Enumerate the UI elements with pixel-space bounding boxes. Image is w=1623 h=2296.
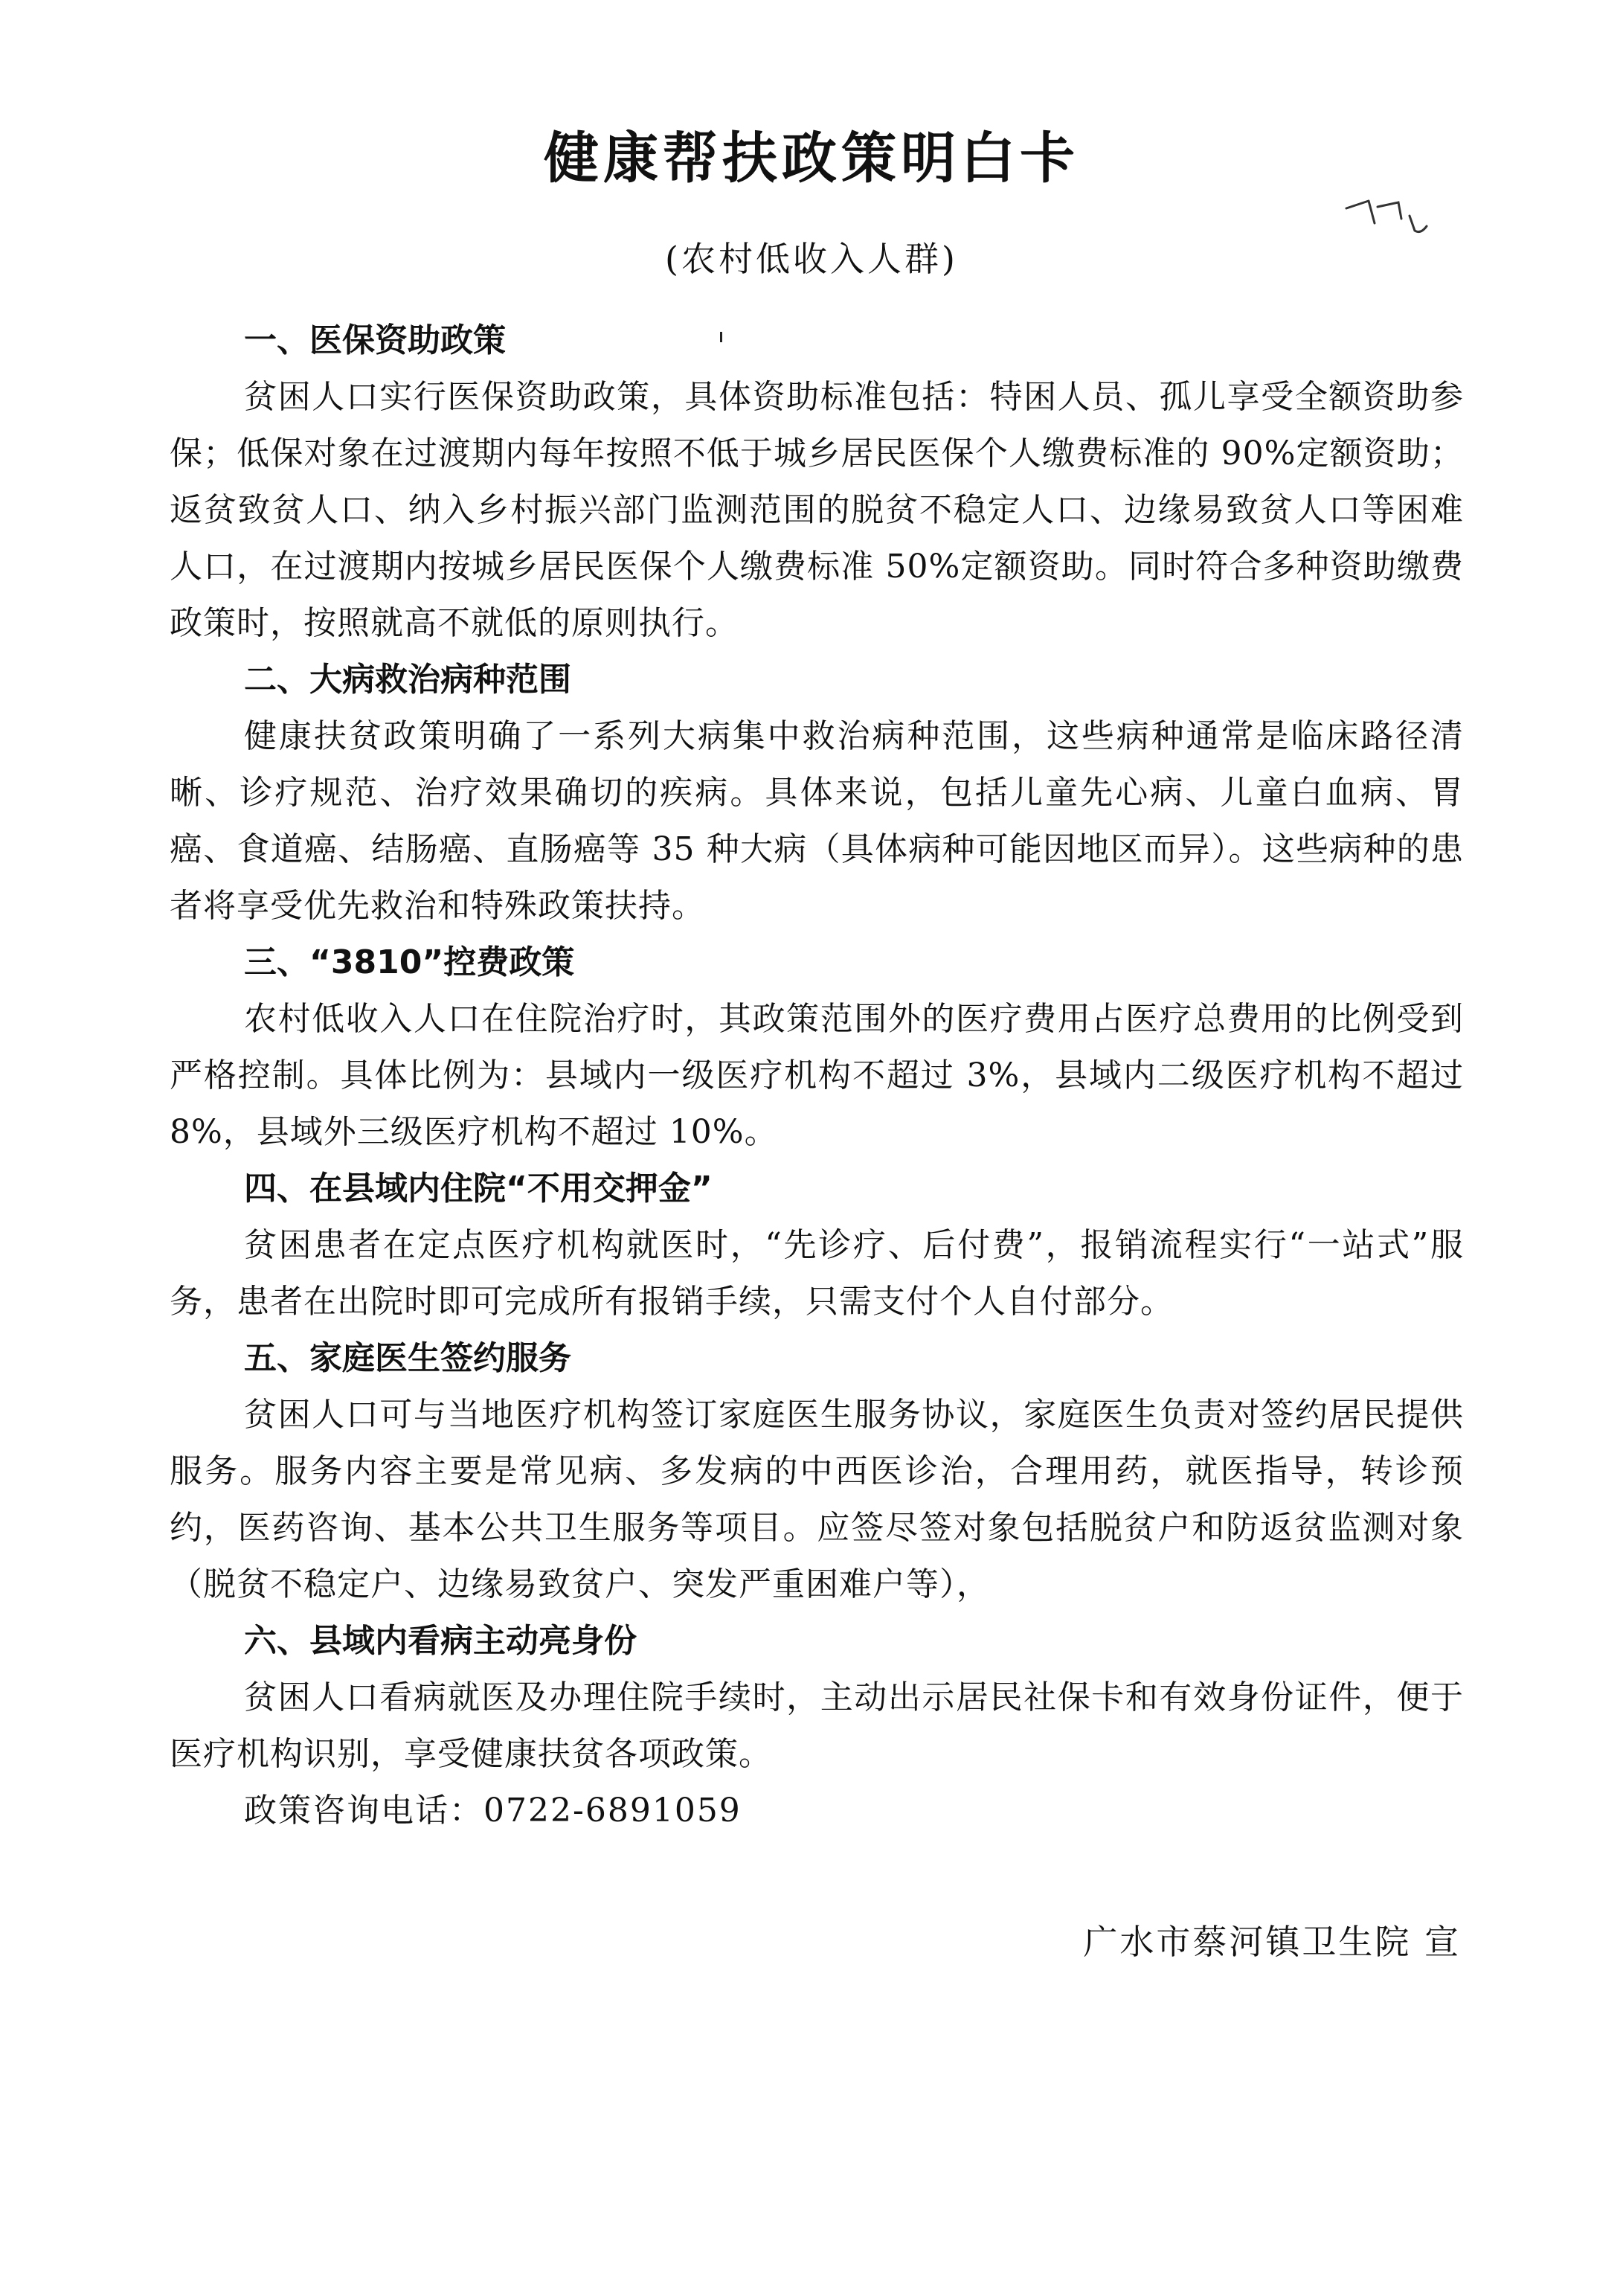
document-body [170, 312, 1464, 1839]
section-text: 农村低收入人口在住院治疗时，其政策范围外的医疗费用占医疗总费用的比例受到严格控制。具体比例为：县域内一级医疗机构不超过 3%，县域内二级医疗机构不超过 8%，县域外三级医疗机构不超过 10%。 [170, 1000, 1464, 1151]
contact-phone: 政策咨询电话：0722-6891059 [244, 1792, 742, 1830]
section-heading: 三、“3810”控费政策 [244, 943, 575, 981]
issuer-signature: 广水市蔡河镇卫生院 宣 [1083, 1922, 1461, 1962]
document-subtitle: (农村低收入人群) [665, 239, 958, 279]
section-text: 贫困人口看病就医及办理住院手续时，主动出示居民社保卡和有效身份证件，便于医疗机构识别，享受健康扶贫各项政策。 [170, 1678, 1464, 1773]
section-family-doctor [170, 1330, 1464, 1613]
section-text: 贫困人口可与当地医疗机构签订家庭医生服务协议，家庭医生负责对签约居民提供服务。服务内容主要是常见病、多发病的中西医诊治，合理用药，就医指导，转诊预约，医药咨询、基本公共卫生服务等项目。应签尽签对象包括脱贫户和防返贫监测对象（脱贫不稳定户、边缘易致贫户、突发严重困难户等）， [170, 1396, 1464, 1603]
section-no-deposit [170, 1161, 1464, 1330]
section-cost-control [170, 934, 1464, 1161]
section-heading: 四、在县域内住院“不用交押金” [244, 1170, 713, 1208]
section-text: 健康扶贫政策明确了一系列大病集中救治病种范围，这些病种通常是临床路径清晰、诊疗规范、治疗效果确切的疾病。具体来说，包括儿童先心病、儿童白血病、胃癌、食道癌、结肠癌、直肠癌等 35 种大病（具体病种可能因地区而异）。这些病种的患者将享受优先救治和特殊政策扶持。 [170, 717, 1464, 925]
section-major-disease [170, 652, 1464, 934]
section-heading: 一、医保资助政策 [244, 321, 506, 359]
section-text: 贫困人口实行医保资助政策，具体资助标准包括：特困人员、孤儿享受全额资助参保；低保对象在过渡期内每年按照不低于城乡居民医保个人缴费标准的 90%定额资助；返贫致贫人口、纳入乡村振兴部门监测范围的脱贫不稳定人口、边缘易致贫人口等困难人口，在过渡期内按城乡居民医保个人缴费标准 50%定额资助。同时符合多种资助缴费政策时，按照就高不就低的原则执行。 [170, 378, 1464, 642]
section-show-identity [170, 1613, 1464, 1783]
section-medical-insurance [170, 312, 1464, 652]
section-heading: 二、大病救治病种范围 [244, 661, 571, 699]
document-title: 健康帮扶政策明白卡 [544, 126, 1079, 190]
section-heading: 六、县域内看病主动亮身份 [244, 1622, 637, 1660]
section-text: 贫困患者在定点医疗机构就医时，“先诊疗、后付费”，报销流程实行“一站式”服务，患者在出院时即可完成所有报销手续，只需支付个人自付部分。 [170, 1226, 1464, 1321]
section-heading: 五、家庭医生签约服务 [244, 1339, 571, 1377]
